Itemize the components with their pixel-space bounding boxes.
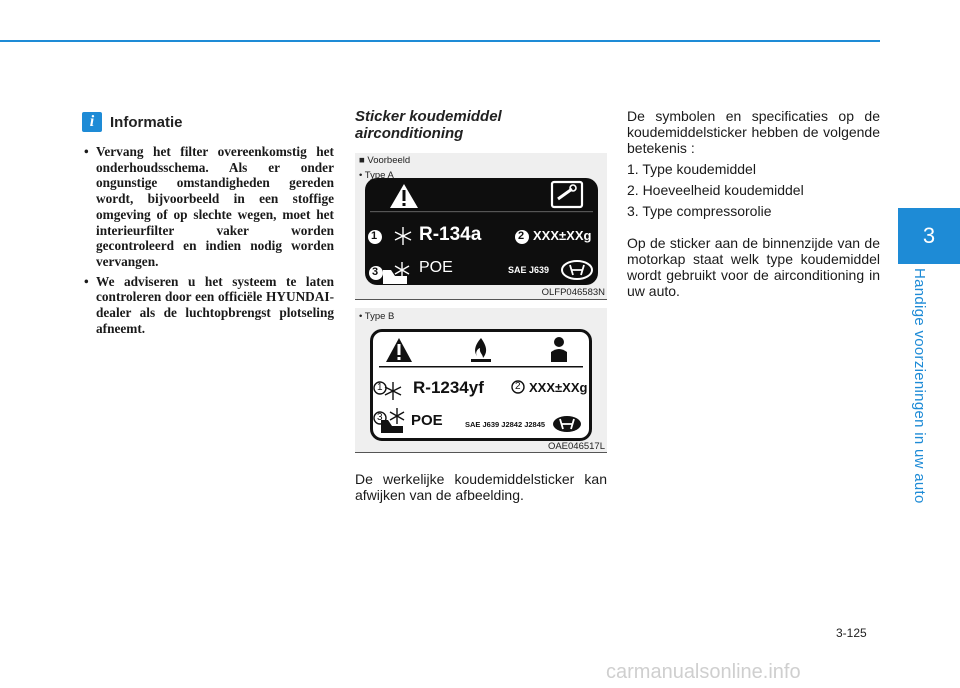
figure-type-b xyxy=(355,308,607,452)
marker-2-label: 2 xyxy=(518,230,525,242)
page-number: 3-125 xyxy=(836,626,867,640)
figure-code-b: OAE046517L xyxy=(547,441,605,452)
chapter-title: Handige voorzieningen in uw auto xyxy=(911,268,928,504)
info-title: Informatie xyxy=(110,113,183,131)
technician-icon xyxy=(551,337,567,362)
sticker-type-a xyxy=(365,178,598,285)
sticker-type-b xyxy=(370,329,592,441)
figure-code-a: OLFP046583N xyxy=(541,287,605,298)
chapter-number-tab[interactable] xyxy=(898,208,960,264)
oil-can-icon xyxy=(383,270,407,284)
marker-2-label: 2 xyxy=(515,381,521,392)
meaning-item: 1. Type koudemiddel xyxy=(627,161,756,177)
oil-type: POE xyxy=(419,259,453,276)
warning-icon xyxy=(390,184,418,208)
marker-1-label: 1 xyxy=(371,230,378,242)
figure-divider xyxy=(355,452,607,453)
info-bullets xyxy=(82,144,334,336)
refrigerant-type: R-1234yf xyxy=(413,378,484,397)
marker-1-label: 1 xyxy=(377,382,383,393)
warning-icon xyxy=(386,338,412,362)
info-bullet: • We adviseren u het systeem te laten controleren door een officiële HYUNDAI-dealer als de luchtopbrengst plotseling afneemt. xyxy=(82,274,334,337)
snowflake-icon xyxy=(385,382,404,424)
refrigerant-amount: XXX±XXg xyxy=(529,380,588,395)
meaning-paragraph: Op de sticker aan de binnenzijde van de motorkap staat welk type koudemiddel wordt gebruikt voor de airconditioning in uw auto. xyxy=(627,235,880,299)
sae-standard: SAE J639 J2842 J2845 xyxy=(465,420,546,429)
watermark: carmanualsonline.info xyxy=(606,661,801,683)
marker-3-label: 3 xyxy=(372,266,379,278)
sae-standard: SAE J639 xyxy=(508,265,550,275)
service-manual-icon xyxy=(552,182,582,207)
type-a-label: • Type A xyxy=(359,170,394,181)
example-label: ■ Voorbeeld xyxy=(359,155,411,166)
sticker-section-title: Sticker koudemiddel airconditioning xyxy=(355,108,502,142)
refrigerant-type: R-134a xyxy=(419,224,482,245)
sticker-section xyxy=(355,108,607,142)
refrigerant-amount: XXX±XXg xyxy=(533,228,592,243)
info-icon: i xyxy=(82,112,102,132)
oil-type: POE xyxy=(411,412,443,429)
info-box xyxy=(82,112,334,340)
header-rule xyxy=(0,40,880,42)
chapter-number: 3 xyxy=(922,223,936,248)
info-bullet: • Vervang het filter overeenkomstig het onderhoudsschema. Als er onder ongunstige omstandigheden gereden wordt, bijvoorbeeld in een stoffige omgeving of op slechte wegen, moet het interieurfilter vaker worden gecontroleerd en indien nodig worden vervangen. xyxy=(82,144,334,270)
snowflake-icon xyxy=(395,227,411,278)
marker-3-label: 3 xyxy=(377,412,383,423)
hyundai-logo-icon xyxy=(553,416,581,432)
info-header xyxy=(82,112,334,132)
type-b-label: • Type B xyxy=(359,311,395,322)
figure-type-a xyxy=(355,153,607,299)
sticker-note: De werkelijke koudemiddelsticker kan afwijken van de afbeelding. xyxy=(355,471,607,503)
figure-divider xyxy=(355,299,607,300)
meaning-item: 2. Hoeveelheid koudemiddel xyxy=(627,182,804,198)
meaning-intro: De symbolen en specificaties op de koudemiddelsticker hebben de volgende betekenis : xyxy=(627,108,880,156)
hyundai-logo-icon xyxy=(562,261,592,279)
meaning-section xyxy=(627,108,880,299)
meaning-item: 3. Type compressorolie xyxy=(627,203,772,219)
flame-icon xyxy=(471,338,491,362)
